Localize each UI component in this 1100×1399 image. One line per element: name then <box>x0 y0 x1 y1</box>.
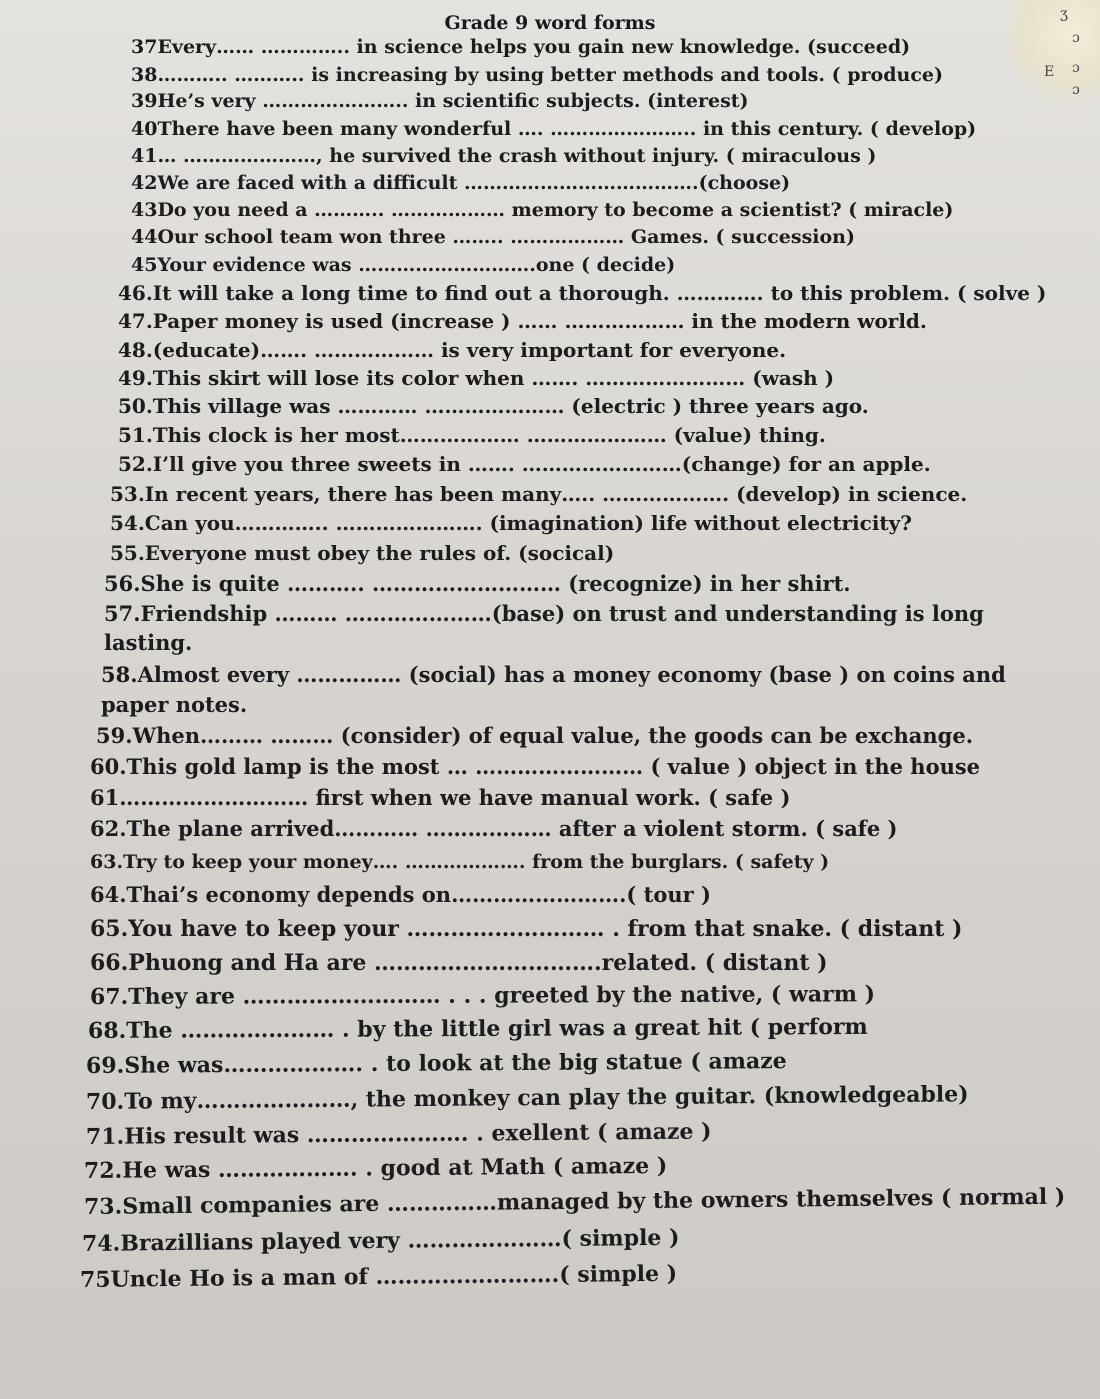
exercise-line: 43Do you need a ……….. ……………… memory to become a scientist? ( miracle) <box>131 198 954 221</box>
exercise-line: 61……………………… first when we have manual work. ( safe ) <box>90 785 791 811</box>
exercise-line: 45Your evidence was ……………………….one ( decide) <box>131 253 676 276</box>
exercise-line: 55.Everyone must obey the rules of. (socical) <box>110 541 615 565</box>
page-corner-decoration: ʒ ɔ E ɔ ɔ <box>1010 0 1100 110</box>
exercise-line: 37Every…… ………….. in science helps you gain new knowledge. (succeed) <box>131 35 911 58</box>
exercise-line: 54.Can you………….. …………………. (imagination) life without electricity? <box>110 511 913 535</box>
exercise-line: 53.In recent years, there has been many….. ………………. (develop) in science. <box>110 482 968 506</box>
exercise-line: 52.I’ll give you three sweets in ……. ……………………(change) for an apple. <box>118 452 931 476</box>
exercise-line: 40There have been many wonderful …. ………………….. in this century. ( develop) <box>131 117 977 140</box>
exercise-line: lasting. <box>104 630 193 656</box>
exercise-line: 38……….. ……….. is increasing by using better methods and tools. ( produce) <box>131 63 943 86</box>
exercise-line: 62.The plane arrived………… ……………… after a violent storm. ( safe ) <box>90 816 898 842</box>
exercise-line: 69.She was………………. . to look at the big statue ( amaze <box>85 1047 787 1079</box>
exercise-line: 48.(educate)……. ……………… is very important for everyone. <box>118 338 787 362</box>
exercise-line: paper notes. <box>101 692 248 718</box>
exercise-line: 63.Try to keep your money…. ………………. from the burglars. ( safety ) <box>90 850 830 873</box>
exercise-line: 46.It will take a long time to find out a thorough. …………. to this problem. ( solve ) <box>118 281 1047 305</box>
exercise-line: 42We are faced with a difficult ……………………………….(choose) <box>131 171 791 194</box>
exercise-line: 56.She is quite ……….. ……………………… (recognize) in her shirt. <box>104 571 851 597</box>
exercise-line: 65.You have to keep your ……………………… . from that snake. ( distant ) <box>90 915 963 942</box>
exercise-line: 60.This gold lamp is the most … …………………… ( value ) object in the house <box>90 754 981 780</box>
exercise-line: 72.He was ………………. . good at Math ( amaze ) <box>83 1152 668 1184</box>
exercise-line: 68.The ………………… . by the little girl was a great hit ( perform <box>87 1013 868 1044</box>
exercise-line: 39He’s very ………………….. in scientific subjects. (interest) <box>131 89 749 112</box>
exercise-line: 67.They are ……………………… . . . greeted by the native, ( warm ) <box>89 981 876 1010</box>
exercise-line: 71.His result was …………………. . exellent ( amaze ) <box>85 1118 712 1150</box>
exercise-line: 47.Paper money is used (increase ) …… ……………… in the modern world. <box>118 309 927 333</box>
exercise-line: 50.This village was ………… ………………… (electric ) three years ago. <box>118 394 869 418</box>
exercise-line: 44Our school team won three …….. ……………… Games. ( succession) <box>131 225 855 248</box>
exercise-line: 41… …………………, he survived the crash without injury. ( miraculous ) <box>131 144 877 167</box>
exercise-line: 64.Thai’s economy depends on…………………….( tour ) <box>90 882 711 908</box>
exercise-line: 57.Friendship ……… …………………(base) on trust and understanding is long <box>104 601 984 627</box>
exercise-line: 51.This clock is her most……………… ………………… (value) thing. <box>118 423 826 447</box>
exercise-line: 66.Phuong and Ha are ………………………….related. ( distant ) <box>90 949 828 976</box>
exercise-line: 75Uncle Ho is a man of …………………….( simple ) <box>79 1260 678 1293</box>
exercise-line: 70.To my…………………, the monkey can play the guitar. (knowledgeable) <box>85 1081 969 1115</box>
worksheet-title: Grade 9 word forms <box>444 12 656 34</box>
exercise-line: 58.Almost every …………… (social) has a money economy (base ) on coins and <box>101 662 1006 688</box>
exercise-line: 73.Small companies are ……………managed by the owners themselves ( normal ) <box>83 1183 1066 1220</box>
exercise-line: 49.This skirt will lose its color when ……. …………………… (wash ) <box>118 366 835 390</box>
exercise-line: 74.Brazillians played very …………………( simple ) <box>81 1224 680 1257</box>
exercise-line: 59.When……… ……… (consider) of equal value, the goods can be exchange. <box>96 723 974 749</box>
